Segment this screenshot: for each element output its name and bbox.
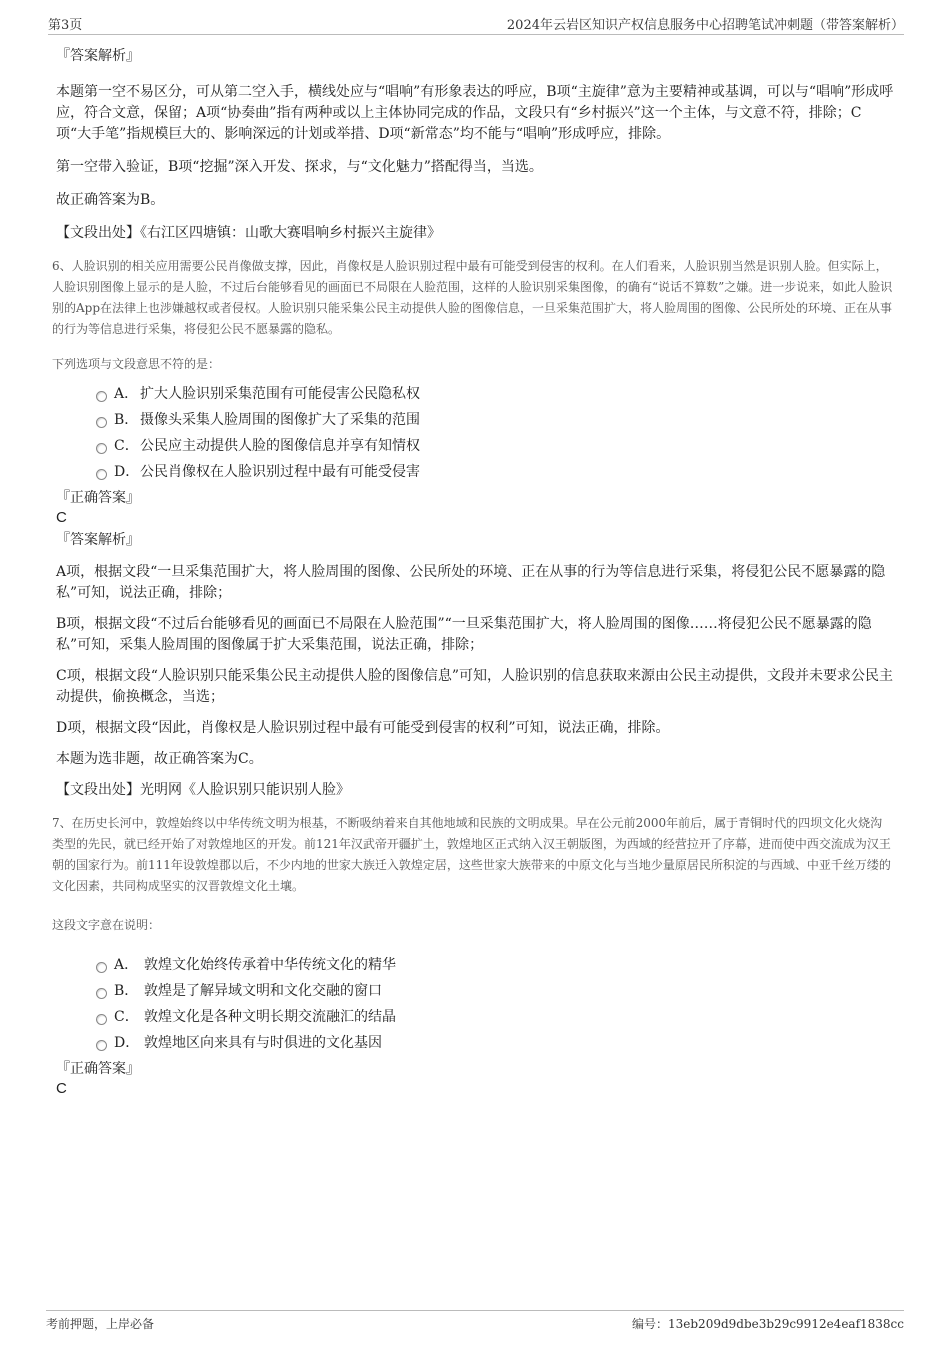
question-prompt: 这段文字意在说明：: [52, 918, 161, 932]
passage-source: 【文段出处】光明网《人脸识别只能识别人脸》: [56, 782, 350, 798]
analysis-paragraph: B项，根据文段“不过后台能够看见的画面已不局限在人脸范围”“一旦采集范围扩大，将人脸周围的图像……将侵犯公民不愿暴露的隐私”可知，采集人脸周围的图像属于扩大采集范围，说法正确，排除；: [56, 616, 872, 653]
option-d[interactable]: D．公民肖像权在人脸识别过程中最有可能受侵害: [56, 462, 894, 488]
option-list: [56, 955, 894, 1059]
correct-answer: C: [56, 509, 67, 526]
footer-slogan: 考前押题，上岸必备: [46, 1317, 155, 1331]
passage-source: 【文段出处】《右江区四塘镇：山歌大赛唱响乡村振兴主旋律》: [56, 225, 441, 241]
question-stem: 7、在历史长河中，敦煌始终以中华传统文明为根基，不断吸纳着来自其他地域和民族的文明成果。早在公元前2000年前后，属于青铜时代的四坝文化火烧沟类型的先民，就已经开始了对敦煌地区的开发。前121年汉武帝开疆扩土，敦煌地区正式纳入汉王朝版图，为西域的经营拉开了序幕，进而使中西交流成为汉王朝的国家行为。前111年设敦煌郡以后，不少内地的世家大族迁入敦煌定居，这些世家大族带来的中原文化与当地少量原居民所积淀的与西域、中亚千丝万缕的文化因素，共同构成坚实的汉晋敦煌文化土壤。: [52, 816, 891, 893]
radio-button[interactable]: [96, 988, 107, 999]
option-b[interactable]: B． 敦煌是了解异域文明和文化交融的窗口: [56, 981, 894, 1007]
analysis-paragraph: D项，根据文段“因此，肖像权是人脸识别过程中最有可能受到侵害的权利”可知，说法正确，排除。: [56, 720, 670, 736]
radio-button[interactable]: [96, 1014, 107, 1025]
option-a[interactable]: A． 扩大人脸识别采集范围有可能侵害公民隐私权: [56, 384, 894, 410]
document-id: 编号：13eb209d9dbe3b29c9912e4eaf1838cc: [632, 1317, 904, 1331]
question-stem: 6、人脸识别的相关应用需要公民肖像做支撑，因此，肖像权是人脸识别过程中最有可能受到侵害的权利。在人们看来，人脸识别当然是识别人脸。但实际上，人脸识别图像上显示的是人脸，不过后台能够看见的画面已不局限在人脸范围，这样的人脸识别采集图像，的确有“说话不算数”之嫌。进一步说来，如此人脸识别的App在法律上也涉嫌越权或者侵权。人脸识别只能采集公民主动提供人脸的图像信息，一旦采集范围扩大，将人脸周围的图像、公民所处的环境、正在从事的行为等信息进行采集，将侵犯公民不愿暴露的隐私。: [52, 259, 893, 336]
radio-button[interactable]: [96, 469, 107, 480]
page-number: 第3页: [48, 18, 83, 33]
correct-answer: C: [56, 1080, 67, 1097]
question-prompt: 下列选项与文段意思不符的是：: [52, 357, 221, 371]
document-title: 2024年云岩区知识产权信息服务中心招聘笔试冲刺题（带答案解析）: [506, 18, 904, 33]
option-list: [56, 384, 894, 488]
analysis-paragraph: 本题第一空不易区分，可从第二空入手，横线处应与“唱响”有形象表达的呼应，B项“主旋律”意为主要精神或基调，可以与“唱响”形成呼应，符合文意，保留；A项“协奏曲”指有两种或以上主体协同完成的作品，文段只有“乡村振兴”这一个主体，与文意不符，排除；C项“大手笔”指规模巨大的、影响深远的计划或举措、D项“新常态”均不能与“唱响”形成呼应，排除。: [56, 84, 894, 142]
option-b[interactable]: B． 摄像头采集人脸周围的图像扩大了采集的范围: [56, 410, 894, 436]
option-a[interactable]: A． 敦煌文化始终传承着中华传统文化的精华: [56, 955, 894, 981]
analysis-conclusion: 故正确答案为B。: [56, 192, 165, 208]
page-footer: [46, 1310, 904, 1335]
correct-answer-label: 『正确答案』: [56, 490, 140, 506]
radio-button[interactable]: [96, 443, 107, 454]
analysis-label: 『答案解析』: [56, 48, 140, 64]
analysis-paragraph: A项，根据文段“一旦采集范围扩大，将人脸周围的图像、公民所处的环境、正在从事的行为等信息进行采集，将侵犯公民不愿暴露的隐私”可知，说法正确，排除；: [56, 564, 886, 601]
analysis-conclusion: 本题为选非题，故正确答案为C。: [56, 751, 263, 767]
radio-button[interactable]: [96, 391, 107, 402]
analysis-paragraph: C项，根据文段“人脸识别只能采集公民主动提供人脸的图像信息”可知，人脸识别的信息获取来源由公民主动提供，文段并未要求公民主动提供，偷换概念，当选；: [56, 668, 894, 705]
option-c[interactable]: C． 敦煌文化是各种文明长期交流融汇的结晶: [56, 1007, 894, 1033]
radio-button[interactable]: [96, 417, 107, 428]
page-content: [52, 42, 894, 1099]
radio-button[interactable]: [96, 1040, 107, 1051]
option-c[interactable]: C．公民应主动提供人脸的图像信息并享有知情权: [56, 436, 894, 462]
radio-button[interactable]: [96, 962, 107, 973]
analysis-paragraph: 第一空带入验证，B项“挖掘”深入开发、探求，与“文化魅力”搭配得当，当选。: [56, 159, 543, 175]
page-header: [48, 12, 904, 35]
analysis-label: 『答案解析』: [56, 532, 140, 548]
correct-answer-label: 『正确答案』: [56, 1061, 140, 1077]
option-d[interactable]: D． 敦煌地区向来具有与时俱进的文化基因: [56, 1033, 894, 1059]
